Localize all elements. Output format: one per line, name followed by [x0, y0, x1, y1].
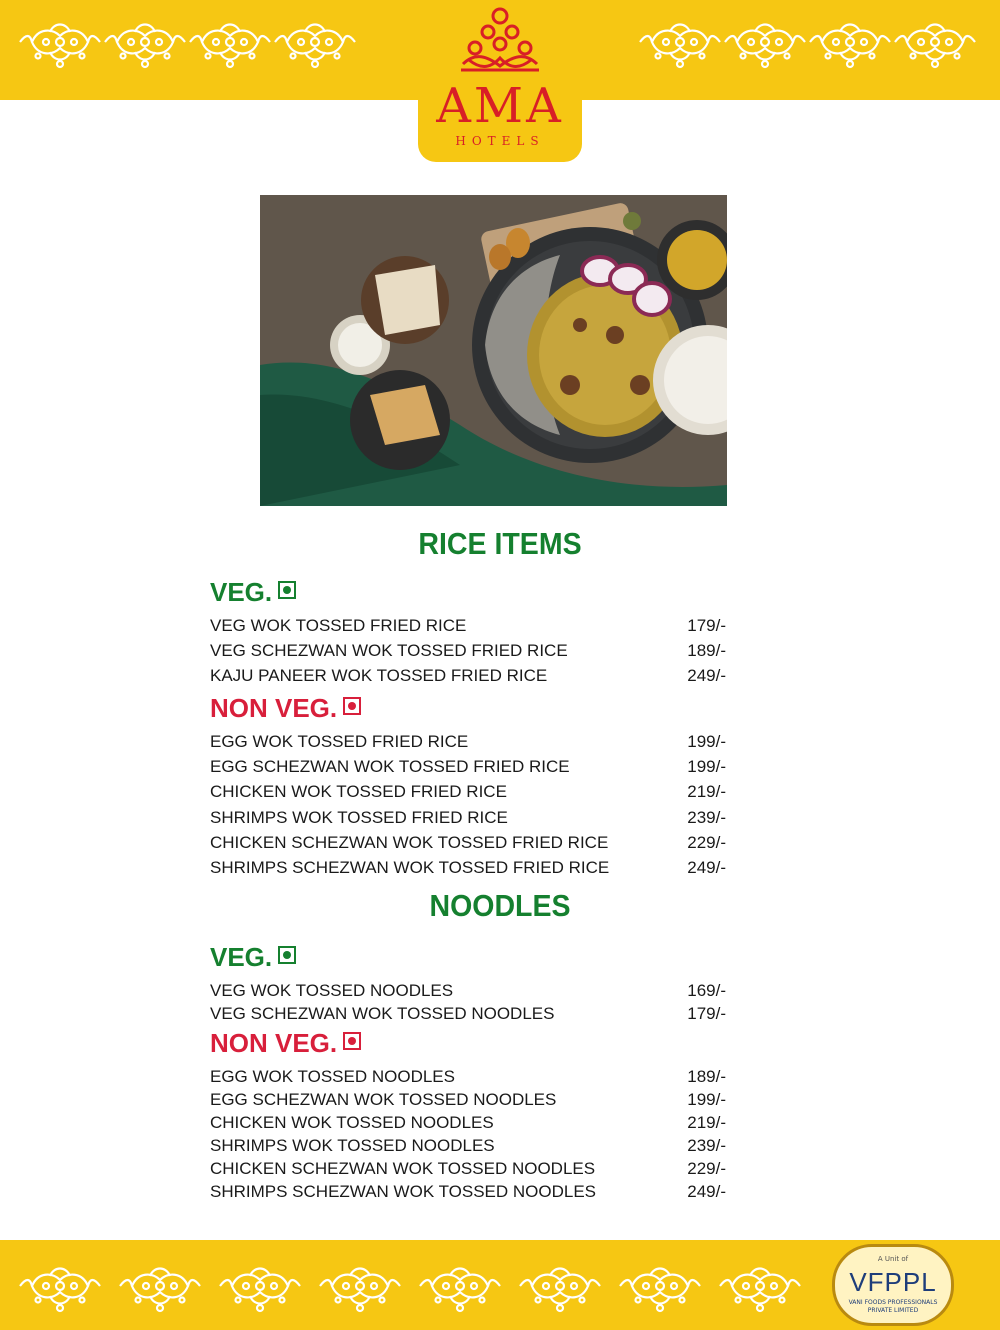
menu-item-name: SHRIMPS WOK TOSSED NOODLES	[210, 1136, 495, 1155]
menu-item-name: CHICKEN SCHEZWAN WOK TOSSED NOODLES	[210, 1159, 596, 1178]
menu-item-name: SHRIMPS WOK TOSSED FRIED RICE	[210, 807, 508, 827]
menu-item-price: 179/-	[687, 1004, 726, 1023]
category-label: VEG.	[210, 942, 273, 972]
menu-item-price: 239/-	[687, 807, 726, 827]
menu-item-name: EGG SCHEZWAN WOK TOSSED FRIED RICE	[210, 757, 570, 777]
menu-item	[210, 980, 726, 1002]
badge-full-name-line1: VANI FOODS PROFESSIONALS	[848, 1299, 938, 1306]
menu-item	[210, 1089, 726, 1111]
menu-item-name: VEG SCHEZWAN WOK TOSSED FRIED RICE	[210, 641, 568, 661]
menu-item-price: 199/-	[687, 757, 726, 777]
veg-category-heading	[210, 577, 296, 608]
badge-full-name-line2: PRIVATE LIMITED	[867, 1307, 919, 1314]
nonveg-symbol-icon	[343, 697, 361, 715]
menu-item-price: 229/-	[687, 1159, 726, 1178]
section-title: RICE ITEMS	[418, 526, 582, 561]
menu-item-price: 249/-	[687, 1182, 726, 1201]
nonveg-category-heading	[210, 693, 361, 724]
menu-item-name: CHICKEN WOK TOSSED NOODLES	[210, 1113, 494, 1132]
kolam-emblem-icon	[455, 4, 545, 80]
menu-item-price: 189/-	[687, 641, 726, 661]
brand-name: AMA	[436, 78, 564, 134]
menu-item	[210, 1003, 726, 1025]
menu-item-name: CHICKEN SCHEZWAN WOK TOSSED FRIED RICE	[210, 832, 609, 852]
menu-item-price: 249/-	[687, 858, 726, 877]
menu-item-name: EGG WOK TOSSED FRIED RICE	[210, 732, 469, 751]
veg-category-heading	[210, 942, 296, 973]
menu-item	[210, 731, 726, 753]
menu-item-name: VEG WOK TOSSED FRIED RICE	[210, 616, 467, 635]
menu-item	[210, 640, 726, 662]
menu-item-name: VEG SCHEZWAN WOK TOSSED NOODLES	[210, 1004, 555, 1023]
menu-item	[210, 756, 726, 778]
menu-item-price: 249/-	[687, 666, 726, 686]
nonveg-symbol-icon	[343, 1032, 361, 1050]
nonveg-category-heading	[210, 1028, 361, 1059]
menu-item-price: 229/-	[687, 832, 726, 852]
menu-item-price: 239/-	[687, 1136, 726, 1155]
menu-item	[210, 1158, 726, 1180]
vfppl-badge	[832, 1244, 954, 1326]
brand-logo	[418, 0, 582, 162]
menu-item-name: EGG WOK TOSSED NOODLES	[210, 1067, 455, 1086]
menu-item	[210, 857, 726, 879]
brand-subtitle: HOTELS	[455, 134, 545, 148]
menu-item	[210, 807, 726, 829]
menu-item	[210, 832, 726, 854]
menu-item	[210, 1135, 726, 1157]
menu-item-name: KAJU PANEER WOK TOSSED FRIED RICE	[210, 666, 548, 686]
menu-item-name: CHICKEN WOK TOSSED FRIED RICE	[210, 782, 507, 802]
menu-item-price: 199/-	[687, 732, 726, 751]
menu-item	[210, 615, 726, 637]
section-title: NOODLES	[429, 888, 571, 923]
category-label: VEG.	[210, 577, 273, 607]
food-platter-photo	[260, 195, 727, 506]
menu-item	[210, 1112, 726, 1134]
menu-item	[210, 1181, 726, 1203]
veg-symbol-icon	[278, 581, 296, 599]
category-label: NON VEG.	[210, 1028, 338, 1058]
badge-full-name	[845, 1299, 941, 1315]
menu-item-price: 179/-	[687, 616, 726, 635]
menu-item-price: 219/-	[687, 782, 726, 802]
menu-item-name: EGG SCHEZWAN WOK TOSSED NOODLES	[210, 1090, 557, 1109]
menu-item-price: 189/-	[687, 1067, 726, 1086]
menu-item	[210, 1066, 726, 1088]
menu-item-name: SHRIMPS SCHEZWAN WOK TOSSED FRIED RICE	[210, 858, 610, 877]
menu-item-price: 199/-	[687, 1090, 726, 1109]
veg-symbol-icon	[278, 946, 296, 964]
menu-item-name: SHRIMPS SCHEZWAN WOK TOSSED NOODLES	[210, 1182, 597, 1201]
badge-name: VFPPL	[849, 1267, 937, 1297]
category-label: NON VEG.	[210, 693, 338, 723]
menu-item	[210, 665, 726, 687]
menu-item-name: VEG WOK TOSSED NOODLES	[210, 981, 454, 1000]
menu-item-price: 169/-	[687, 981, 726, 1000]
badge-unit-of: A Unit of	[877, 1255, 909, 1263]
menu-item	[210, 781, 726, 803]
menu-item-price: 219/-	[687, 1113, 726, 1132]
